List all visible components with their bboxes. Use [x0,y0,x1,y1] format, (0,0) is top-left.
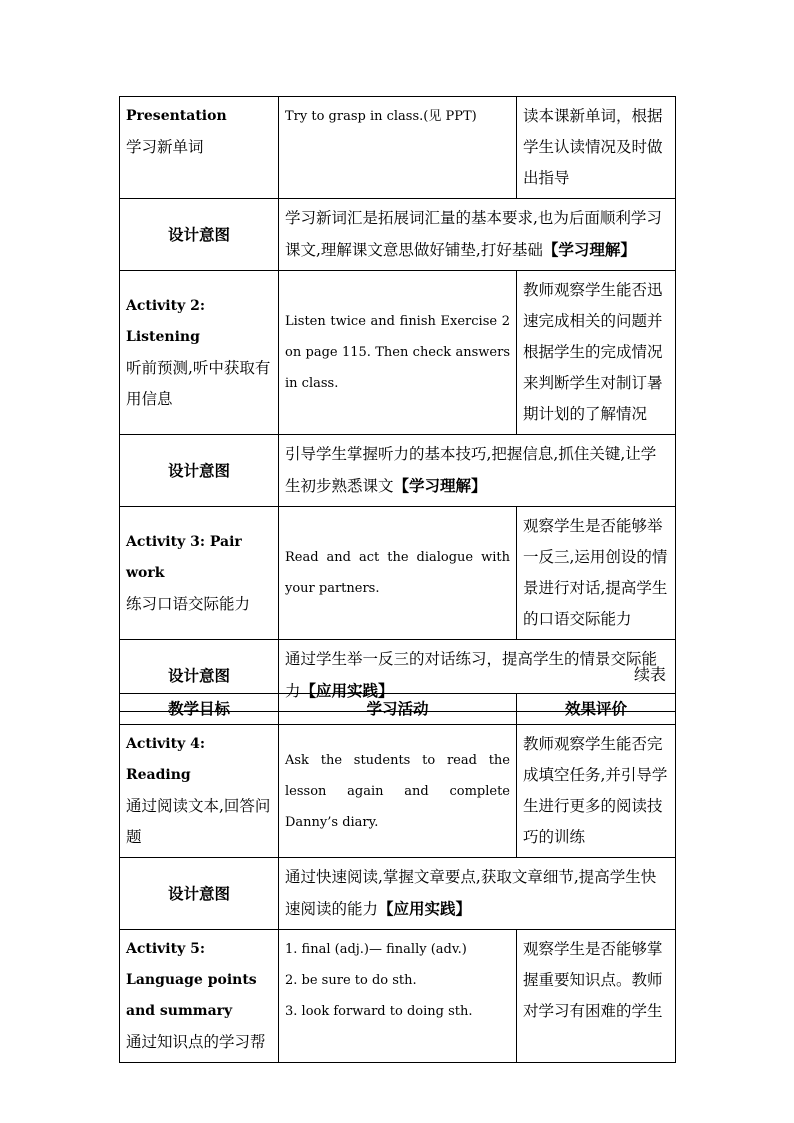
table-row [120,507,676,640]
evaluation-cell: 观察学生是否能够举一反三,运用创设的情景进行对话,提高学生的口语交际能力 [517,507,676,640]
activity-cell: Ask the students to read the lesson again and complete Danny’s diary. [279,725,517,858]
table-row [120,930,676,1063]
design-text-cell [279,199,676,271]
language-point: 2. be sure to do sth. [285,973,417,988]
activity-title: Activity 2: Listening [126,297,206,345]
design-text: 通过学生举一反三的对话练习，提高学生的情景交际能力 [285,650,658,700]
table-row [120,199,676,271]
table-row [120,858,676,930]
column-header: 效果评价 [517,694,676,725]
design-text: 通过快速阅读,掌握文章要点,获取文章细节,提高学生快速阅读的能力 [285,868,657,918]
evaluation-cell: 教师观察学生能否完成填空任务,并引导学生进行更多的阅读技巧的训练 [517,725,676,858]
objective-cell [120,271,279,435]
activity-subtitle: 听前预测,听中获取有用信息 [126,358,271,408]
activity-title: Activity 3: Pair work [126,533,242,581]
lesson-plan-table-2 [119,693,676,1063]
design-label: 设计意图 [120,640,279,712]
design-text-cell [279,858,676,930]
activity-cell: Read and act the dialogue with your partners. [279,507,517,640]
activity-subtitle: 通过知识点的学习帮 [126,1033,266,1051]
table-row [120,271,676,435]
design-label: 设计意图 [120,199,279,271]
lesson-plan-table-1 [119,96,676,712]
design-tag: 【学习理解】 [393,476,487,495]
objective-cell [120,725,279,858]
column-header: 教学目标 [120,694,279,725]
design-tag: 【学习理解】 [542,240,636,259]
continued-label: 续表 [634,665,667,684]
activity-title: Activity 4: Reading [126,736,206,783]
table-row [120,435,676,507]
design-tag: 【应用实践】 [378,899,472,918]
activity-subtitle: 通过阅读文本,回答问题 [126,797,271,846]
evaluation-cell: 读本课新单词，根据学生认读情况及时做出指导 [517,97,676,199]
table-header-row [120,694,676,725]
language-point: 1. final (adj.)— finally (adv.) [285,942,467,957]
evaluation-cell: 教师观察学生能否迅速完成相关的问题并根据学生的完成情况来判断学生对制订暑期计划的了解情况 [517,271,676,435]
design-label: 设计意图 [120,858,279,930]
table-row [120,97,676,199]
objective-cell [120,930,279,1063]
objective-cell [120,97,279,199]
activity-subtitle: 学习新单词 [126,138,204,156]
evaluation-cell: 观察学生是否能够掌握重要知识点。教师对学习有困难的学生 [517,930,676,1063]
table-row [120,725,676,858]
activity-title: Presentation [126,108,227,124]
design-text: 学习新词汇是拓展词汇量的基本要求,也为后面顺利学习课文,理解课文意思做好铺垫,打好基础 [285,209,662,259]
activity-cell: Try to grasp in class.(见 PPT) [279,97,517,199]
design-text-cell [279,435,676,507]
design-tag: 【应用实践】 [300,681,394,700]
activity-cell: Listen twice and finish Exercise 2 on page 115. Then check answers in class. [279,271,517,435]
language-point: 3. look forward to doing sth. [285,1004,473,1019]
objective-cell [120,507,279,640]
activity-title: Activity 5: Language points and summary [126,941,257,1019]
design-text: 引导学生掌握听力的基本技巧,把握信息,抓住关键,让学生初步熟悉课文 [285,445,657,495]
design-label: 设计意图 [120,435,279,507]
activity-subtitle: 练习口语交际能力 [126,594,251,613]
column-header: 学习活动 [279,694,517,725]
activity-cell [279,930,517,1063]
